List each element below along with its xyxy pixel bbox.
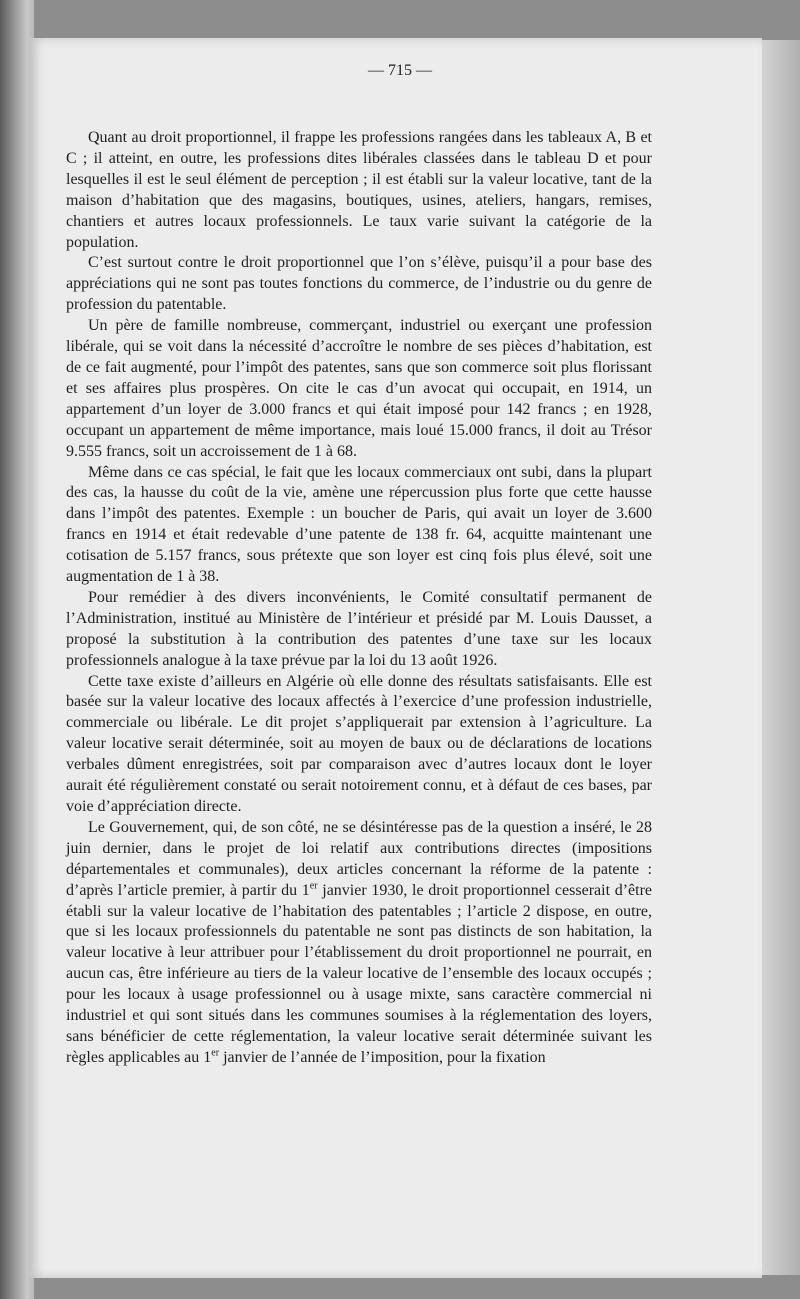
text-run: janvier de l’année de l’imposition, pour la fixation [219, 1048, 546, 1066]
paragraph: Même dans ce cas spécial, le fait que les locaux commerciaux ont subi, dans la plupart des cas, la hausse du coût de la vie, amène une répercussion plus forte que cette hausse dans l’impôt des patentes. Exemple : un boucher de Paris, qui avait un loyer de 3.600 francs en 1914 et était redevable d’une patente de 138 fr. 64, acquitte maintenant une cotisation de 5.157 francs, sous prétexte que son loyer est cinq fois plus élevé, soit une augmentation de 1 à 38. [66, 463, 652, 586]
superscript: er [211, 1047, 220, 1059]
superscript: er [309, 880, 318, 892]
body-text [66, 128, 652, 1069]
paragraph: Un père de famille nombreuse, commerçant, industriel ou exerçant une profession libérale, qui se voit dans la nécessité d’accroître le nombre de ses pièces d’habitation, est de ce fait augmenté, pour l’impôt des patentes, sans que son commerce soit plus florissant et ses affaires plus prospères. On cite le cas d’un avocat qui occupait, en 1914, un appartement d’un loyer de 3.000 francs et qui était imposé pour 142 francs ; en 1928, occupant un appartement de même importance, mais loué 15.000 francs, il doit au Trésor 9.555 francs, soit un accroissement de 1 à 68. [66, 317, 652, 460]
paragraph-last [66, 818, 652, 1069]
text-run: janvier 1930, le droit proportionnel cesserait d’être établi sur la valeur locative de l’habitation des patentables ; l’article 2 dispose, en outre, que si les locaux professionnels du patentable ne sont pas distincts de son habitation, la valeur locative à leur attribuer pour l’établissement du droit proportionnel ne pourrait, en aucun cas, être inférieure au tiers de la valeur locative de l’ensemble des locaux occupés ; pour les locaux à usage professionnel ou à usage mixte, sans caractère commercial ni industriel et qui sont situés dans les communes soumises à la réglementation des loyers, sans bénéficier de cette réglementation, la valeur locative serait déterminée suivant les règles applicables au 1 [66, 881, 652, 1066]
paragraph: Quant au droit proportionnel, il frappe les professions rangées dans les tableaux A, B et C ; il atteint, en outre, les professions dites libérales classées dans le tableau D et pour lesquelles il est le seul élément de perception ; il est établi sur la valeur locative, tant de la maison d’habitation que des magasins, boutiques, usines, ateliers, hangars, remises, chantiers et autres locaux professionnels. Le taux varie suivant la catégorie de la population. [66, 129, 652, 251]
adjacent-page-edge [0, 0, 34, 1299]
book-fore-edge [760, 40, 800, 1275]
paragraph: Cette taxe existe d’ailleurs en Algérie où elle donne des résultats satisfaisants. Elle est basée sur la valeur locative des locaux affectés à l’exercice d’une profession industrielle, commerciale ou libérale. Le dit projet s’appliquerait par extension à l’agriculture. La valeur locative serait déterminée, soit au moyen de baux ou de déclarations de locations verbales dûment enregistrées, soit par comparaison avec d’autres locaux dont le loyer aurait été régulièrement constaté ou serait notoirement connu, et à défaut de ces bases, par voie d’appréciation directe. [66, 672, 652, 815]
text-run: Le Gouvernement, qui, de son côté, ne se désintéresse pas de la question a inséré, le 28 juin dernier, dans le projet de loi relatif aux contributions directes (impositions départementales et communales), deux articles concernant la réforme de la patente : d’après l’article premier, à partir du 1 [66, 818, 652, 899]
paragraph: Pour remédier à des divers inconvénients, le Comité consultatif permanent de l’Administration, institué au Ministère de l’intérieur et présidé par M. Louis Dausset, a proposé la substitution à la contribution des patentes d’une taxe sur les locaux professionnels analogue à la taxe prévue par la loi du 13 août 1926. [66, 588, 652, 669]
paragraph: C’est surtout contre le droit proportionnel que l’on s’élève, puisqu’il a pour base des appréciations qui ne sont pas toutes fonctions du commerce, de l’industrie ou du genre de profession du patentable. [66, 254, 652, 314]
page-number: — 715 — [368, 62, 432, 79]
